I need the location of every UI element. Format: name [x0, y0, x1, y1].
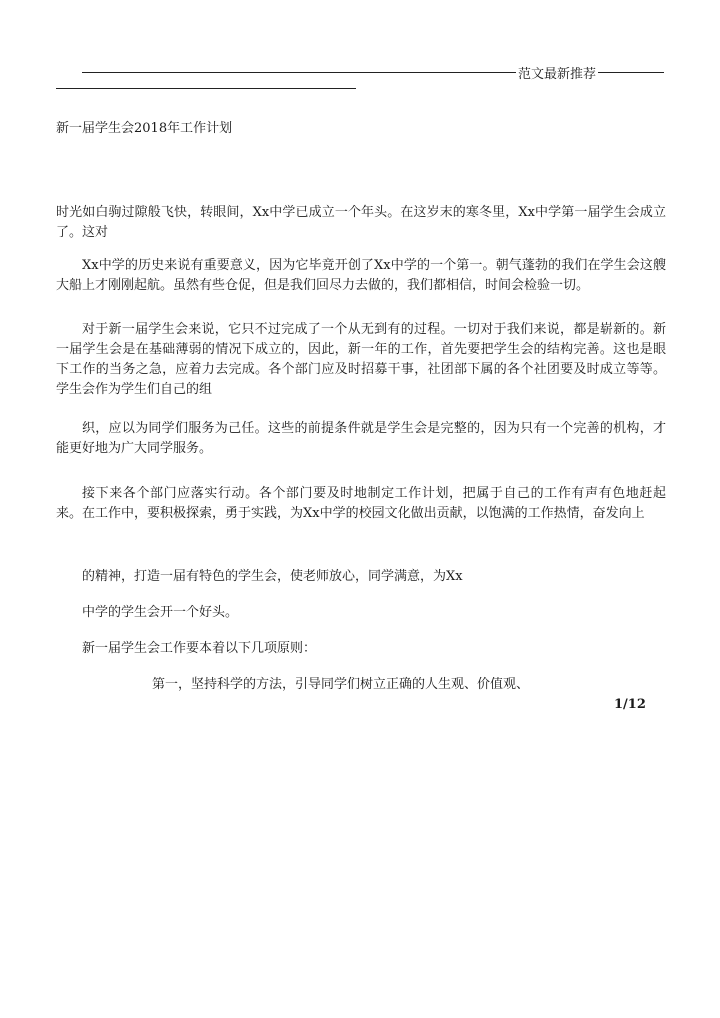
- paragraph-2: Xx中学的历史来说有重要意义，因为它毕竟开创了Xx中学的一个第一。朝气蓬勃的我们在学生会这艘大船上才刚刚起航。虽然有些仓促，但是我们回尽力去做的，我们都相信，时间会检验一切。: [56, 258, 666, 293]
- header-rule-left: [82, 72, 516, 73]
- paragraph-6: 的精神，打造一届有特色的学生会，使老师放心，同学满意，为Xx: [82, 569, 463, 584]
- header-rule-right: [598, 72, 664, 73]
- paragraph-4: 织，应以为同学们服务为己任。这些的前提条件就是学生会是完整的，因为只有一个完善的机构，才能更好地为广大同学服务。: [56, 421, 666, 456]
- header-rule-row: [82, 64, 664, 80]
- paragraph-5: 接下来各个部门应落实行动。各个部门要及时地制定工作计划，把属于自己的工作有声有色地赶起来。在工作中，要积极探索，勇于实践，为Xx中学的校园文化做出贡献，以饱满的工作热情，奋发向上: [56, 486, 666, 521]
- paragraph-9: 第一，坚持科学的方法，引导同学们树立正确的人生观、价值观、: [152, 677, 530, 692]
- paragraph-3: 对于新一届学生会来说，它只不过完成了一个从无到有的过程。一切对于我们来说，都是崭新的。新一届学生会是在基础薄弱的情况下成立的，因此，新一年的工作，首先要把学生会的结构完善。这也是眼下工作的当务之急，应着力去完成。各个部门应及时招募干事，社团部下属的各个社团要及时成立等等。学生会作为学生们自己的组: [56, 322, 666, 397]
- page-number: 1/12: [614, 697, 646, 712]
- paragraph-8: 新一届学生会工作要本着以下几项原则：: [82, 641, 317, 656]
- paragraph-7: 中学的学生会开一个好头。: [82, 605, 239, 620]
- paragraph-1: 时光如白驹过隙般飞快，转眼间，Xx中学已成立一个年头。在这岁末的寒冬里，Xx中学第一届学生会成立了。这对: [56, 205, 666, 240]
- document-title: 新一届学生会2018年工作计划: [56, 121, 233, 136]
- header-rule-second: [56, 88, 356, 89]
- header-label: 范文最新推荐: [517, 66, 596, 82]
